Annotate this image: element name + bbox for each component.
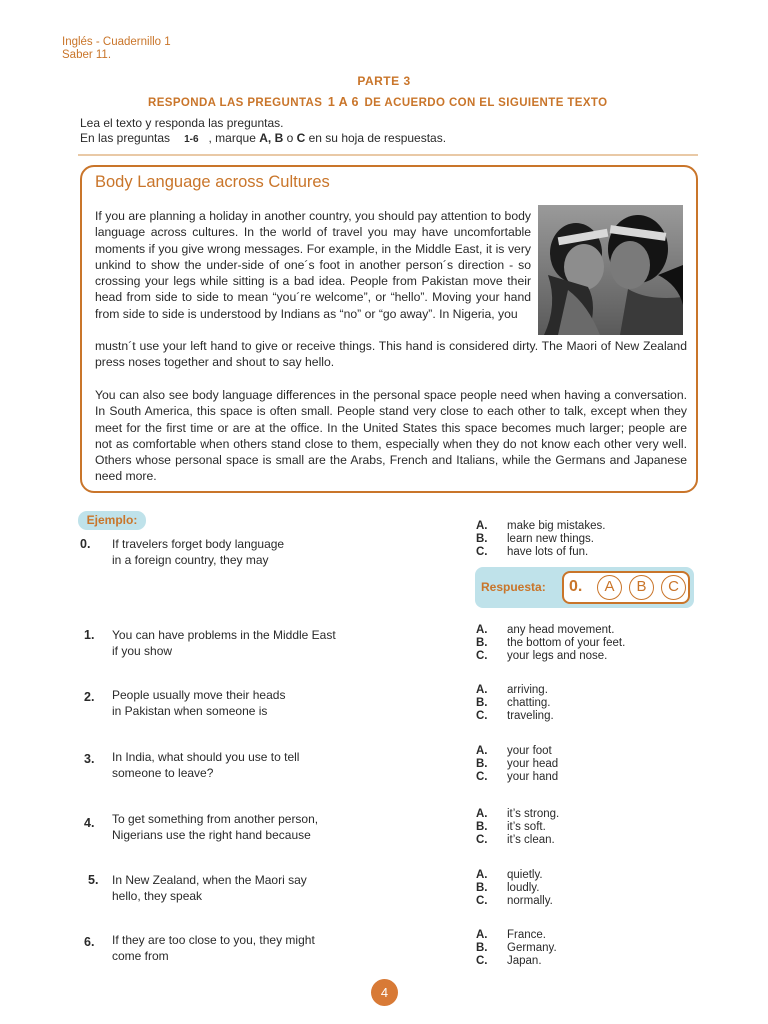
option-c[interactable] <box>476 834 559 847</box>
question-line: In New Zealand, when the Maori say <box>112 873 307 887</box>
option-b[interactable] <box>476 942 557 955</box>
instruction-title-before: RESPONDA LAS PREGUNTAS <box>148 97 323 109</box>
option-text: it’s clean. <box>507 834 555 846</box>
instruction-text: En las preguntas <box>80 131 171 145</box>
option-b[interactable] <box>476 882 553 895</box>
option-b[interactable] <box>476 821 559 834</box>
option-text: France. <box>507 929 546 941</box>
answer-number: 0. <box>569 578 583 595</box>
option-c[interactable] <box>476 955 557 968</box>
option-b[interactable] <box>476 637 625 650</box>
option-letter: C. <box>476 650 488 662</box>
option-letter: C. <box>476 834 488 846</box>
photo-illustration <box>538 205 683 335</box>
option-letter: B. <box>476 758 488 770</box>
option-letter: B. <box>476 821 488 833</box>
option-letter: A. <box>476 520 488 532</box>
answer-bubble-a[interactable]: A <box>597 575 622 600</box>
question-number: 4. <box>84 816 95 830</box>
instruction-range: 1-6 <box>184 134 199 145</box>
section-instruction-title <box>148 95 607 109</box>
example-options <box>476 520 605 559</box>
instruction-text: en su hoja de respuestas. <box>308 131 447 145</box>
answer-bubble-c[interactable]: C <box>661 575 686 600</box>
option-a[interactable] <box>476 745 558 758</box>
answer-bubble-b[interactable]: B <box>629 575 654 600</box>
reading-paragraph-1-top: If you are planning a holiday in another country, you should pay attention to body language across cultures. In the world of travel you may have uncomfortable moments if you give wrong messages. For example, in the Middle East, it is very unkind to show the under-side of one´s foot in another person´s direction - so crossing your legs while sitting is a bad idea. People from Pakistan move their head from side to side to mean “you´re welcome”, or “hello”. Moving your hand from side to side is understood by Indians as “no” or “go away”. In Nigeria, you <box>95 209 531 321</box>
option-letter: C. <box>476 895 488 907</box>
question-text <box>112 933 372 964</box>
question-line: in Pakistan when someone is <box>112 703 268 718</box>
option-letter: C. <box>476 546 488 558</box>
question-text <box>112 873 372 904</box>
question-line: You can have problems in the Middle East <box>112 628 336 642</box>
option-c[interactable] <box>476 895 553 908</box>
option-text: Germany. <box>507 942 557 954</box>
option-text: normally. <box>507 895 553 907</box>
option-letter: A. <box>476 929 488 941</box>
question-options <box>476 929 557 968</box>
question-line: If they are too close to you, they might <box>112 933 315 947</box>
option-a[interactable] <box>476 808 559 821</box>
question-number: 5. <box>88 873 99 887</box>
option-text: make big mistakes. <box>507 520 606 532</box>
option-text: the bottom of your feet. <box>507 637 626 649</box>
option-letter: B. <box>476 882 488 894</box>
option-a[interactable] <box>476 624 625 637</box>
maori-greeting-photo <box>538 205 683 335</box>
option-c[interactable] <box>476 771 558 784</box>
instruction-title-after: DE ACUERDO CON EL SIGUIENTE TEXTO <box>364 97 608 109</box>
question-options <box>476 745 558 784</box>
option-text: arriving. <box>507 684 548 696</box>
question-line: To get something from another person, <box>112 812 319 826</box>
option-c[interactable] <box>476 710 554 723</box>
question-text <box>112 628 372 659</box>
option-letter: B. <box>476 533 488 545</box>
option-b <box>476 533 605 546</box>
option-letter: B. <box>476 697 488 709</box>
instruction-line-2 <box>80 131 446 145</box>
option-text: any head movement. <box>507 624 615 636</box>
page-number: 4 <box>371 979 398 1006</box>
option-letter: A. <box>476 624 488 636</box>
option-text: your head <box>507 758 559 770</box>
option-text: your legs and nose. <box>507 650 608 662</box>
instruction-text: , marque <box>208 131 256 145</box>
option-b[interactable] <box>476 758 558 771</box>
option-letter: A. <box>476 745 488 757</box>
header-subtitle: Saber 11. <box>62 49 112 61</box>
question-text <box>112 812 372 843</box>
option-a[interactable] <box>476 929 557 942</box>
document-header <box>62 36 171 62</box>
question-text <box>112 750 372 781</box>
letter-c: C <box>296 131 306 145</box>
divider <box>78 154 698 156</box>
example-number: 0. <box>80 537 91 551</box>
question-line: come from <box>112 948 169 963</box>
option-text: your foot <box>507 745 552 757</box>
option-letter: A. <box>476 684 488 696</box>
header-title: Inglés - Cuadernillo 1 <box>62 36 171 48</box>
letter-b: B <box>274 131 284 145</box>
option-text: Japan. <box>507 955 542 967</box>
question-line: someone to leave? <box>112 765 214 780</box>
instruction-line-1: Lea el texto y responda las preguntas. <box>80 116 284 130</box>
option-text: your hand <box>507 771 559 783</box>
reading-paragraph-2: You can also see body language differences in the personal space people need when having a conversation. In South America, this space is often small. People stand very close to each other to talk, except when they meet for the first time or are at the office. In the United States this space becomes much larger; people are not as comfortable when others stand close to them, especially when they do not know each other very well. Others whose personal space is small are the Arabs, French and Italians, while the Germans and Japanese need more. <box>95 388 687 484</box>
question-number: 3. <box>84 752 95 766</box>
option-c <box>476 546 605 559</box>
question-line: in a foreign country, they may <box>112 552 269 567</box>
answer-label: Respuesta: <box>481 580 546 594</box>
option-c[interactable] <box>476 650 625 663</box>
option-letter: B. <box>476 942 488 954</box>
question-options <box>476 808 559 847</box>
question-line: If travelers forget body language <box>112 537 285 551</box>
option-text: chatting. <box>507 697 551 709</box>
option-text: quietly. <box>507 869 543 881</box>
option-letter: A. <box>476 869 488 881</box>
option-b[interactable] <box>476 697 554 710</box>
option-text: it’s strong. <box>507 808 560 820</box>
option-letter: C. <box>476 955 488 967</box>
option-letter: A. <box>476 808 488 820</box>
question-options <box>476 624 625 663</box>
option-letter: C. <box>476 710 488 722</box>
question-number: 2. <box>84 690 95 704</box>
example-question <box>112 537 372 568</box>
example-badge: Ejemplo: <box>78 511 146 530</box>
option-a[interactable] <box>476 869 553 882</box>
letter-a: A, <box>259 131 272 145</box>
option-text: traveling. <box>507 710 554 722</box>
question-number: 6. <box>84 935 95 949</box>
reading-paragraph-1-bottom: mustn´t use your left hand to give or receive things. This hand is considered dirty. The Maori of New Zealand press noses together and shout to say hello. <box>95 339 687 370</box>
question-line: People usually move their heads <box>112 688 286 702</box>
question-text <box>112 688 372 719</box>
question-line: if you show <box>112 643 173 658</box>
question-line: hello, they speak <box>112 888 203 903</box>
option-letter: B. <box>476 637 488 649</box>
option-letter: C. <box>476 771 488 783</box>
question-number: 1. <box>84 628 95 642</box>
option-a[interactable] <box>476 684 554 697</box>
question-line: In India, what should you use to tell <box>112 750 300 764</box>
option-text: have lots of fun. <box>507 546 589 558</box>
question-options <box>476 869 553 908</box>
option-a <box>476 520 605 533</box>
reading-title: Body Language across Cultures <box>95 173 330 191</box>
question-options <box>476 684 554 723</box>
question-line: Nigerians use the right hand because <box>112 827 311 842</box>
option-text: learn new things. <box>507 533 594 545</box>
option-text: loudly. <box>507 882 540 894</box>
instruction-title-range: 1 A 6 <box>327 95 359 109</box>
part-heading: PARTE 3 <box>357 74 411 88</box>
option-text: it’s soft. <box>507 821 546 833</box>
instruction-text: o <box>286 131 294 145</box>
